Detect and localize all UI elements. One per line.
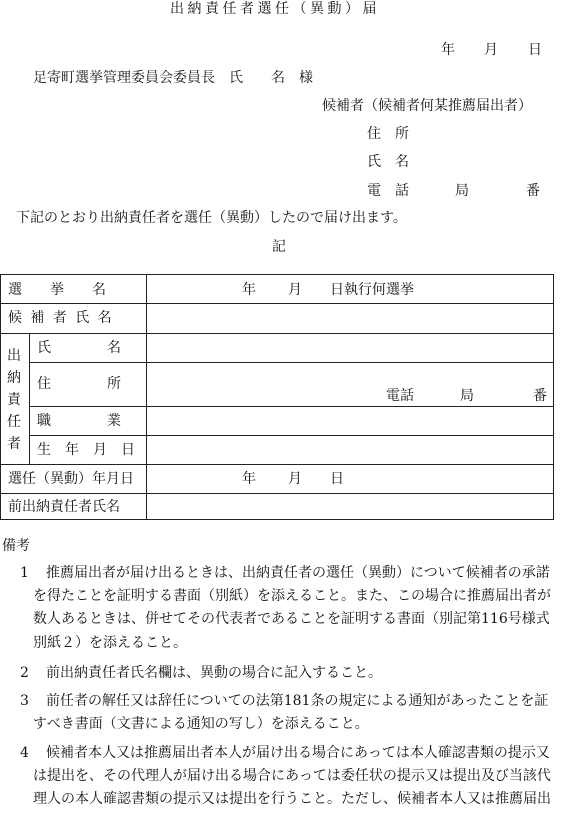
previous-treasurer-label: 前出納責任者氏名: [8, 499, 120, 515]
body-text: 下記のとおり出納責任者を選任（異動）したので届け出ます。: [16, 210, 407, 226]
date-month: 月: [484, 42, 498, 58]
treasurer-group-label-3: 責: [7, 392, 21, 408]
note-1-line-3: 数人あるときは、併せてその代表者であることを証明する書面（別記第116号様式: [33, 611, 550, 627]
election-date-month: 月: [288, 282, 302, 298]
treasurer-group-label-1: 出: [7, 348, 21, 364]
notes-heading: 備考: [2, 538, 30, 554]
date-day: 日: [528, 42, 542, 58]
treasurer-group-label-4: 任: [7, 414, 21, 430]
treasurer-birthdate-label: 生 年 月 日: [37, 442, 135, 458]
date-year: 年: [441, 42, 455, 58]
submitter-phone-bureau: 局: [455, 183, 469, 199]
submitter-phone-label: 電 話: [367, 183, 409, 199]
treasurer-group-label-2: 納: [7, 370, 21, 386]
appointment-date-month: 月: [288, 471, 302, 487]
treasurer-phone-bureau: 局: [460, 388, 474, 404]
submitter-address-label: 住 所: [367, 126, 409, 142]
note-1-line-1: 推薦届出者が届け出るときは、出納責任者の選任（異動）について候補者の承諾: [46, 565, 550, 581]
note-1-line-2: を得たことを証明する書面（別紙）を添えること。また、この場合に推薦届出者が: [33, 588, 551, 604]
note-4-line-3: 理人の本人確認書類の提示又は提出を行うこと。ただし、候補者本人又は推薦届出: [33, 791, 551, 807]
treasurer-name-label: 氏 名: [37, 340, 121, 356]
submitter-name-label: 氏 名: [367, 154, 409, 170]
submitter-heading: 候補者（候補者何某推薦届出者）: [322, 98, 532, 114]
note-3-num: 3: [20, 693, 29, 709]
treasurer-address-label: 住 所: [37, 376, 121, 392]
note-2-line-1: 前出納責任者氏名欄は、異動の場合に記入すること。: [46, 665, 382, 681]
note-4-num: 4: [20, 745, 29, 761]
ki-heading: 記: [272, 239, 286, 255]
election-date-day: 日執行何選挙: [330, 282, 414, 298]
appointment-date-year: 年: [242, 471, 256, 487]
treasurer-group-label-5: 者: [7, 436, 21, 452]
treasurer-occupation-label: 職 業: [37, 413, 121, 429]
election-name-label: 選 挙 名: [8, 282, 106, 298]
appointment-date-day: 日: [330, 471, 344, 487]
appointment-date-label: 選任（異動）年月日: [8, 471, 134, 487]
election-date-year: 年: [242, 282, 256, 298]
note-2-num: 2: [20, 665, 29, 681]
note-3-line-1: 前任者の解任又は辞任についての法第181条の規定による通知があったことを証: [46, 693, 549, 709]
treasurer-phone-label: 電話: [386, 388, 414, 404]
note-1-line-4: 別紙２）を添えること。: [33, 635, 187, 651]
note-3-line-2: すべき書面（文書による通知の写し）を添えること。: [33, 716, 369, 732]
note-4-line-1: 候補者本人又は推薦届出者本人が届け出る場合にあっては本人確認書類の提示又: [46, 745, 550, 761]
addressee: 足寄町選挙管理委員会委員長 氏 名 様: [33, 70, 313, 86]
candidate-name-label: 候補者氏名: [8, 310, 120, 326]
treasurer-phone-number: 番: [533, 388, 547, 404]
note-1-num: 1: [20, 565, 29, 581]
note-4-line-2: は提出を、その代理人が届け出る場合にあっては委任状の提示又は提出及び当該代: [33, 768, 551, 784]
submitter-phone-number: 番: [526, 183, 540, 199]
page-title: 出納責任者選任（異動）届: [170, 1, 380, 17]
